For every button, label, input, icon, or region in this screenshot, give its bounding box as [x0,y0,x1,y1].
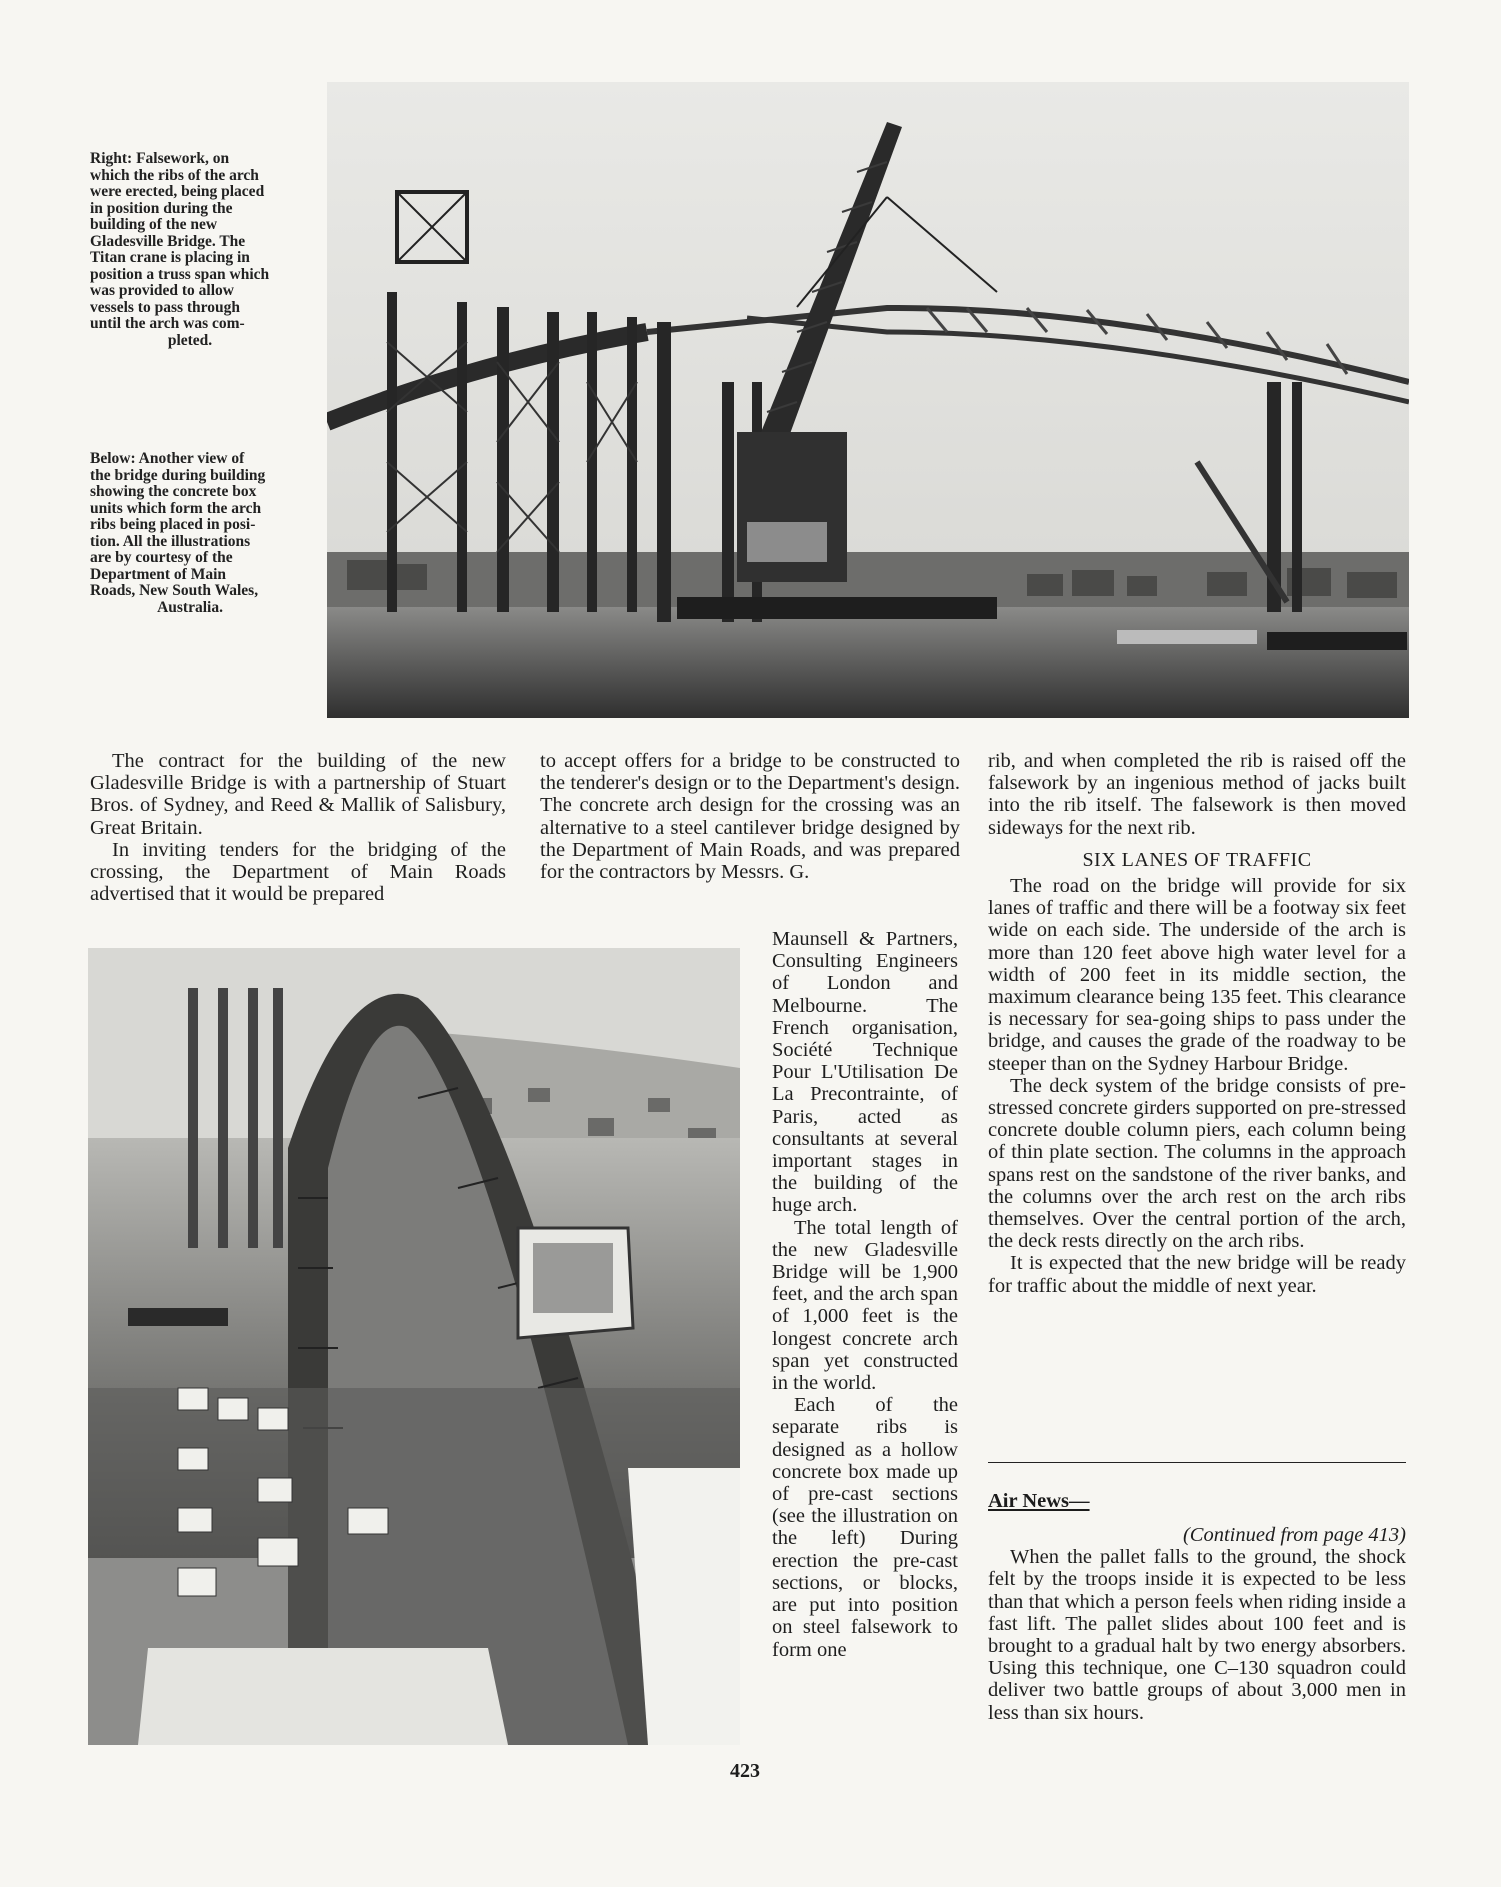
paragraph: When the pallet falls to the ground, the shock felt by the troops inside it is expected to be less than that which a person feels when riding inside a fast lift. The pallet slides about 100 feet and is brought to a gradual halt by two energy absorbers. Using this technique, one C–130 squadron could deliver two battle groups of about 3,000 men in less than six hours. [988,1546,1406,1724]
caption-below-line: ribs being placed in posi- [90,516,256,533]
bridge-arch-photo [88,948,740,1745]
caption-right-line: in position during the [90,199,233,217]
caption-right-line: vessels to pass through [90,298,241,316]
caption-right-line: was provided to allow [90,282,234,299]
caption-right-line: which the ribs of the arch [90,166,259,184]
caption-right-line: until the arch was com- [90,315,245,332]
caption-below-last: Australia. [157,598,223,616]
column-2-top-text [540,750,960,883]
air-news-title: Air News— [988,1490,1090,1512]
caption-below-line: are by courtesy of the [90,549,233,566]
caption-right-line: Gladesville Bridge. The [90,232,246,250]
air-news-text [988,1524,1406,1724]
paragraph: It is expected that the new bridge will be ready for traffic about the middle of next year. [988,1252,1406,1297]
page-number: 423 [730,1760,760,1782]
caption-right-line: building of the new [90,216,218,233]
caption-below-line: the bridge during building [90,466,266,484]
paragraph: rib, and when completed the rib is raised off the falsework by an ingenious method of jacks built into the rib itself. The falsework is then moved sideways for the next rib. [988,750,1406,839]
caption-right-last: pleted. [167,331,213,349]
caption-right-line: Right: Falsework, on [90,150,230,167]
paragraph: to accept offers for a bridge to be constructed to the tenderer's design or to the Department's design. The concrete arch design for the crossing was an alternative to a steel cantilever bridge designed by the Department of Main Roads, and was prepared for the contractors by Messrs. G. [540,750,960,884]
column-1-text [90,750,506,905]
caption-below-line: Department of Main [90,565,227,583]
caption-right [90,151,290,349]
paragraph: The contract for the building of the new Gladesville Bridge is with a partnership of Stuart Bros. of Sydney, and Reed & Mallik of Salisbury, Great Britain. [90,750,506,839]
paragraph: The road on the bridge will provide for six lanes of traffic and there will be a footway six feet wide on each side. The underside of the arch is more than 120 feet above high water level for a width of 200 feet in its middle section, the maximum clearance being 135 feet. This clearance is necessary for sea-going ships to pass under the bridge, and causes the grade of the roadway to be steeper than on the Sydney Harbour Bridge. [988,875,1406,1075]
section-heading: SIX LANES OF TRAFFIC [1082,848,1312,871]
paragraph: The total length of the new Gladesville Bridge will be 1,900 feet, and the arch span of 1,000 feet is the longest concrete arch span yet constructed in the world. [772,1216,958,1395]
caption-below-line: units which form the arch [90,499,262,517]
column-2-narrow-text [772,928,958,1661]
paragraph: In inviting tenders for the bridging of the crossing, the Department of Main Roads advertised that it would be prepared [90,838,506,906]
caption-below-line: showing the concrete box [90,483,257,500]
column-3-text [988,750,1406,1297]
caption-below-line: Below: Another view of [90,450,245,467]
paragraph: Maunsell & Partners, Consulting Engineers of London and Melbourne. The French organisation, Société Technique Pour L'Utilisation De La Precontrainte, of Paris, acted as consultants at several important stages in the building of the huge arch. [772,928,958,1217]
caption-below-line: tion. All the illustrations [90,532,251,550]
caption-right-line: Titan crane is placing in [90,249,250,266]
paragraph: The deck system of the bridge consists of pre-stressed concrete girders supported on pre-stressed concrete double column piers, each column being of thin plate section. The columns in the approach spans rest on the sandstone of the river banks, and the columns over the arch rest on the arch ribs themselves. Over the central portion of the arch, the deck rests directly on the arch ribs. [988,1074,1406,1253]
caption-right-line: were erected, being placed [90,183,265,200]
caption-below-line: Roads, New South Wales, [90,582,259,599]
section-divider [988,1462,1406,1463]
paragraph: Each of the separate ribs is designed as a hollow concrete box made up of pre-cast sections (see the illustration on the left) During erection the pre-cast sections, or blocks, are put into position on steel falsework to form one [772,1394,958,1661]
continued-note: (Continued from page 413) [1182,1524,1406,1546]
falsework-crane-photo [327,82,1409,718]
caption-below [90,451,290,616]
caption-right-line: position a truss span which [90,265,270,283]
